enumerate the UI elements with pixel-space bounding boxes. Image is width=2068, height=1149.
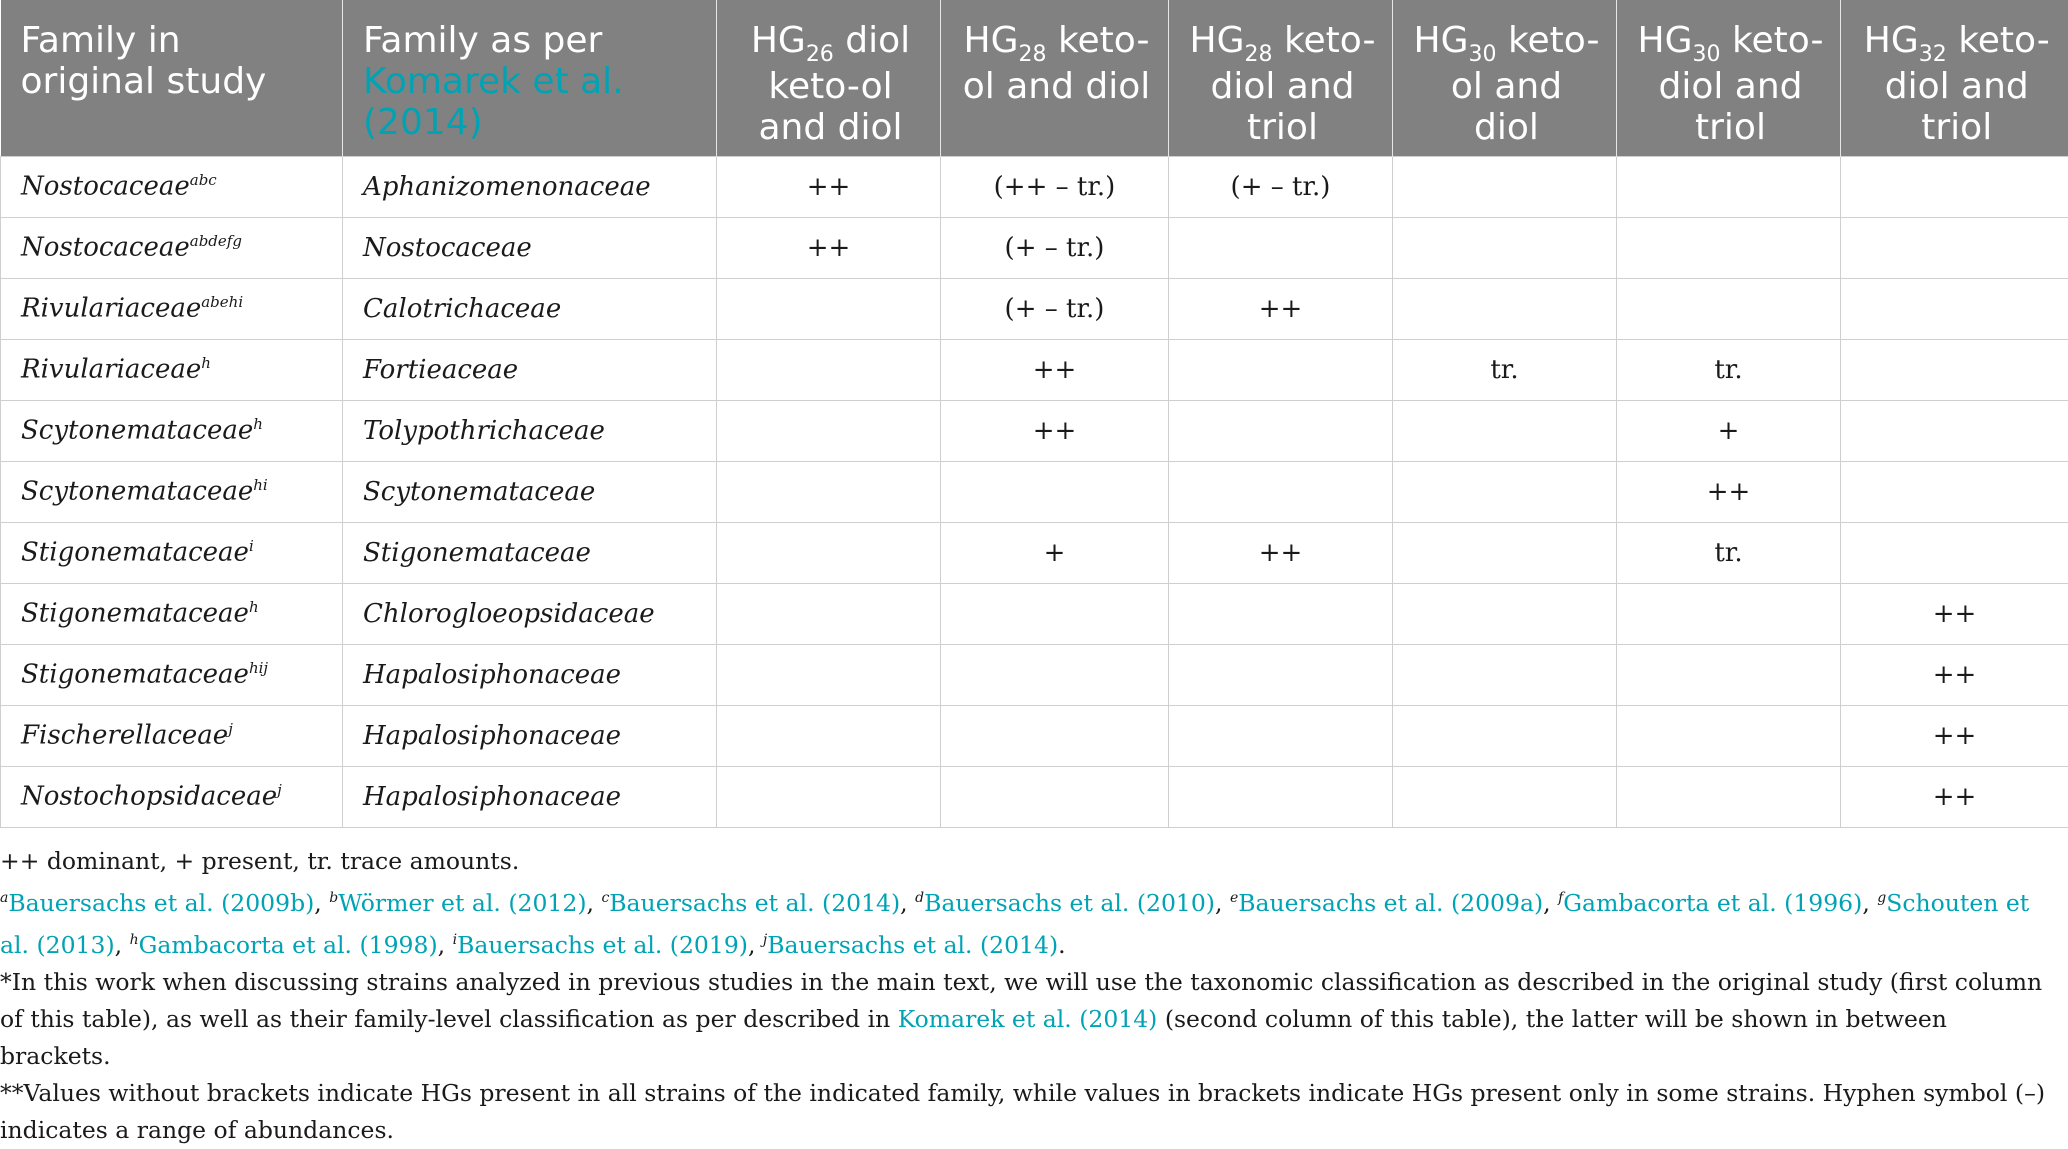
header-hg-col	[1617, 0, 1841, 156]
original-family-cell: Scytonemataceae$^h$	[1, 400, 343, 461]
abundance-cell: +	[1617, 400, 1841, 461]
reference-list: $^a$Bauersachs et al. (2009b), $^b$Wörmer et al. (2012), $^c$Bauersachs et al. (2014), $^d$Bauersachs et al. (2010), $^e$Bauersachs et al. (2009a), $^f$Gambacorta et al. (1996), $^g$Schouten et al. (2013), $^h$Gambacorta et al. (1998), $^i$Bauersachs et al. (2019), $^j$Bauersachs et al. (2014).	[0, 880, 2050, 964]
footnote-marker: abdefg	[190, 232, 242, 250]
original-family-cell: Scytonemataceae$^{hi}$	[1, 461, 343, 522]
abundance-cell: (+ – tr.)	[941, 278, 1169, 339]
abundance-cell	[1841, 156, 2068, 217]
footnote-marker: j	[228, 720, 233, 738]
header-hg-col	[941, 0, 1169, 156]
abundance-cell: ++	[1841, 705, 2068, 766]
abundance-cell	[941, 644, 1169, 705]
abundance-cell	[717, 766, 941, 827]
abundance-cell	[1841, 339, 2068, 400]
reference-link[interactable]: Gambacorta et al. (1998)	[139, 931, 438, 959]
header-hg-col	[1393, 0, 1617, 156]
table-row	[1, 705, 2068, 766]
footnote-marker: abehi	[201, 293, 243, 311]
komarek-family-cell: Hapalosiphonaceae	[343, 644, 717, 705]
abundance-cell	[1841, 217, 2068, 278]
reference-marker: a	[0, 890, 8, 906]
footnote-marker: hi	[253, 476, 267, 494]
table-row	[1, 339, 2068, 400]
reference-link[interactable]: Bauersachs et al. (2019)	[457, 931, 748, 959]
abundance-cell	[941, 583, 1169, 644]
original-family-cell: Stigonemataceae$^i$	[1, 522, 343, 583]
abundance-cell: ++	[717, 217, 941, 278]
legend-note: ++ dominant, + present, tr. trace amounts.	[0, 843, 2050, 880]
komarek-family-cell: Aphanizomenonaceae	[343, 156, 717, 217]
hg-subscript: 28	[1245, 42, 1273, 67]
komarek-family-cell: Tolypothrichaceae	[343, 400, 717, 461]
hg-label: HG	[751, 20, 806, 61]
footnote-marker: abc	[190, 171, 217, 189]
abundance-cell	[1393, 705, 1617, 766]
hg-description: keto-ol and diol	[963, 20, 1151, 107]
abundance-cell	[1169, 766, 1393, 827]
original-family-cell: Stigonemataceae$^h$	[1, 583, 343, 644]
abundance-cell	[1169, 644, 1393, 705]
hg-label: HG	[964, 20, 1019, 61]
abundance-cell	[1169, 339, 1393, 400]
abundance-cell	[717, 705, 941, 766]
hg-description: keto-diol and triol	[1210, 20, 1375, 148]
komarek-family-cell: Hapalosiphonaceae	[343, 705, 717, 766]
abundance-cell	[941, 705, 1169, 766]
table-body	[1, 156, 2068, 827]
original-family-cell: Nostocaceae$^{abdefg}$	[1, 217, 343, 278]
abundance-cell	[1393, 217, 1617, 278]
abundance-cell	[1169, 217, 1393, 278]
abundance-cell: ++	[1841, 583, 2068, 644]
abundance-cell	[1841, 522, 2068, 583]
reference-link[interactable]: Bauersachs et al. (2009a)	[1238, 889, 1543, 917]
komarek-family-cell: Fortieaceae	[343, 339, 717, 400]
abundance-cell: +	[941, 522, 1169, 583]
footnote-marker: h	[249, 598, 259, 616]
abundance-cell	[1393, 461, 1617, 522]
header-original-family: Family in original study	[1, 0, 343, 156]
reference-marker: e	[1230, 890, 1238, 906]
reference-marker: f	[1558, 890, 1563, 906]
abundance-cell	[717, 644, 941, 705]
header-row	[1, 0, 2068, 156]
table-row	[1, 400, 2068, 461]
abundance-cell	[1393, 522, 1617, 583]
abundance-cell	[717, 583, 941, 644]
abundance-cell	[1393, 766, 1617, 827]
hg-description: keto-ol and diol	[1451, 20, 1600, 148]
original-family-cell: Stigonemataceae$^{hij}$	[1, 644, 343, 705]
abundance-cell	[1393, 156, 1617, 217]
abundance-cell	[1169, 705, 1393, 766]
hg-subscript: 30	[1469, 42, 1497, 67]
original-family-cell: Rivulariaceae$^{abehi}$	[1, 278, 343, 339]
abundance-cell: ++	[1841, 766, 2068, 827]
table-row	[1, 644, 2068, 705]
komarek-reference-link[interactable]: Komarek et al. (2014)	[898, 1005, 1158, 1033]
bracket-note: **Values without brackets indicate HGs present in all strains of the indicated family, while values in brackets indicate HGs present only in some strains. Hyphen symbol (–) indicates a range of abundances.	[0, 1075, 2050, 1149]
abundance-cell	[1841, 400, 2068, 461]
abundance-cell	[1393, 583, 1617, 644]
original-family-cell: Rivulariaceae$^h$	[1, 339, 343, 400]
table-row	[1, 583, 2068, 644]
footnotes	[0, 843, 2050, 1149]
hg-subscript: 30	[1693, 42, 1721, 67]
komarek-family-cell: Hapalosiphonaceae	[343, 766, 717, 827]
abundance-cell	[1617, 705, 1841, 766]
reference-marker: h	[130, 932, 139, 948]
classification-note: *In this work when discussing strains analyzed in previous studies in the main text, we will use the taxonomic classification as described in the original study (first column of this table), as well as their family-level classification as per described in Komarek et al. (2014) (second column of this table), the latter will be shown in between brackets.	[0, 964, 2050, 1075]
abundance-cell: ++	[1617, 461, 1841, 522]
abundance-cell	[1617, 766, 1841, 827]
header-hg-col	[1169, 0, 1393, 156]
header-komarek-family: Family as per Komarek et al. (2014)	[343, 0, 717, 156]
reference-link[interactable]: Bauersachs et al. (2009b)	[8, 889, 314, 917]
reference-link[interactable]: Bauersachs et al. (2014)	[609, 889, 900, 917]
hg-subscript: 28	[1019, 42, 1047, 67]
abundance-cell: ++	[717, 156, 941, 217]
abundance-cell	[1393, 278, 1617, 339]
komarek-family-cell: Nostocaceae	[343, 217, 717, 278]
abundance-cell	[941, 461, 1169, 522]
abundance-cell: tr.	[1617, 522, 1841, 583]
header-hg-col	[717, 0, 941, 156]
abundance-cell	[1169, 400, 1393, 461]
hg-description: keto-diol and triol	[1885, 20, 2050, 148]
abundance-cell	[941, 766, 1169, 827]
header-hg-col	[1841, 0, 2068, 156]
abundance-cell	[1841, 278, 2068, 339]
abundance-cell	[1169, 583, 1393, 644]
abundance-cell	[1841, 461, 2068, 522]
hg-subscript: 32	[1919, 42, 1947, 67]
abundance-cell	[717, 278, 941, 339]
footnote-marker: h	[201, 354, 211, 372]
abundance-cell	[1617, 217, 1841, 278]
reference-marker: b	[329, 890, 338, 906]
abundance-cell: ++	[1169, 278, 1393, 339]
footnote-marker: h	[253, 415, 263, 433]
hg-label: HG	[1864, 20, 1919, 61]
reference-marker: i	[453, 932, 457, 948]
komarek-family-cell: Scytonemataceae	[343, 461, 717, 522]
hg-subscript: 26	[806, 42, 834, 67]
abundance-cell	[717, 522, 941, 583]
abundance-cell	[1617, 583, 1841, 644]
abundance-cell	[717, 400, 941, 461]
abundance-cell: (+ – tr.)	[941, 217, 1169, 278]
abundance-cell	[717, 461, 941, 522]
reference-link[interactable]: Bauersachs et al. (2010)	[924, 889, 1215, 917]
footnote-marker: j	[277, 781, 282, 799]
komarek-family-cell: Stigonemataceae	[343, 522, 717, 583]
hg-description: diol keto-ol and diol	[758, 20, 910, 148]
abundance-cell: tr.	[1617, 339, 1841, 400]
original-family-cell: Nostocaceae$^{abc}$	[1, 156, 343, 217]
original-family-cell: Fischerellaceae$^j$	[1, 705, 343, 766]
abundance-cell	[1617, 644, 1841, 705]
table-row	[1, 461, 2068, 522]
abundance-cell: tr.	[1393, 339, 1617, 400]
table-row	[1, 217, 2068, 278]
abundance-cell: ++	[941, 400, 1169, 461]
hg-label: HG	[1190, 20, 1245, 61]
original-family-cell: Nostochopsidaceae$^j$	[1, 766, 343, 827]
abundance-cell	[1617, 156, 1841, 217]
table-row	[1, 278, 2068, 339]
reference-marker: d	[915, 890, 924, 906]
abundance-cell	[1617, 278, 1841, 339]
komarek-citation-link[interactable]: Komarek et al. (2014)	[363, 61, 624, 143]
table-row	[1, 156, 2068, 217]
hg-label: HG	[1414, 20, 1469, 61]
footnote-marker: i	[249, 537, 254, 555]
abundance-cell	[1169, 461, 1393, 522]
reference-marker: j	[763, 932, 767, 948]
reference-link[interactable]: Schouten et al. (2013)	[0, 889, 2029, 959]
reference-link[interactable]: Wörmer et al. (2012)	[338, 889, 586, 917]
komarek-family-cell: Calotrichaceae	[343, 278, 717, 339]
footnote-marker: hij	[249, 659, 268, 677]
abundance-cell	[717, 339, 941, 400]
abundance-cell: ++	[1841, 644, 2068, 705]
reference-marker: g	[1877, 890, 1886, 906]
hg-description: keto-diol and triol	[1658, 20, 1823, 148]
abundance-cell	[1393, 644, 1617, 705]
reference-link[interactable]: Bauersachs et al. (2014)	[767, 931, 1058, 959]
komarek-family-cell: Chlorogloeopsidaceae	[343, 583, 717, 644]
abundance-cell: (+ – tr.)	[1169, 156, 1393, 217]
table-row	[1, 766, 2068, 827]
hg-label: HG	[1638, 20, 1693, 61]
reference-marker: c	[601, 890, 609, 906]
abundance-cell: ++	[1169, 522, 1393, 583]
table-row	[1, 522, 2068, 583]
abundance-cell	[1393, 400, 1617, 461]
reference-link[interactable]: Gambacorta et al. (1996)	[1563, 889, 1862, 917]
abundance-cell: (++ – tr.)	[941, 156, 1169, 217]
abundance-cell: ++	[941, 339, 1169, 400]
